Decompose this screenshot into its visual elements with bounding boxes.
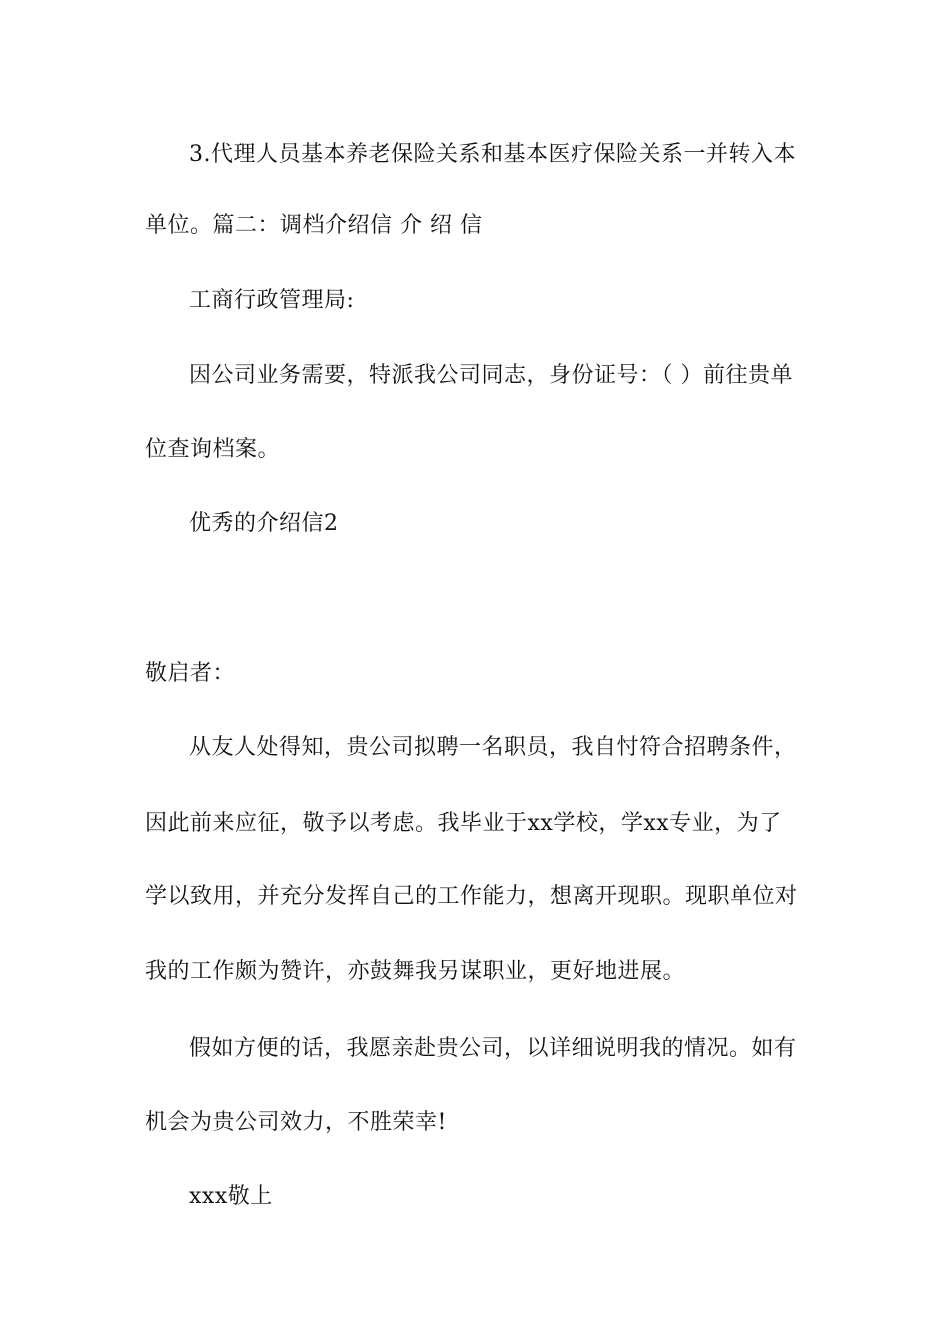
- paragraph-line: 位查询档案。: [145, 437, 281, 462]
- paragraph-line: 我的工作颇为赞许，亦鼓舞我另谋职业，更好地进展。: [145, 959, 686, 984]
- paragraph-line: 假如方便的话，我愿亲赴贵公司，以详细说明我的情况。如有: [189, 1036, 797, 1061]
- paragraph-line: 因公司业务需要，特派我公司同志，身份证号：（ ）前往贵单: [189, 363, 793, 388]
- section-heading: 优秀的介绍信2: [189, 511, 339, 536]
- paragraph-line: 学以致用，并充分发挥自己的工作能力，想离开现职。现职单位对: [145, 884, 798, 909]
- salutation-line: 工商行政管理局:: [189, 288, 355, 313]
- paragraph-line: 单位。篇二：调档介绍信 介 绍 信: [145, 213, 483, 238]
- paragraph-line: 3.代理人员基本养老保险关系和基本医疗保险关系一并转入本: [189, 142, 796, 167]
- signature-line: xxx敬上: [189, 1184, 273, 1209]
- paragraph-line: 因此前来应征，敬予以考虑。我毕业于xx学校，学xx专业，为了: [145, 811, 782, 836]
- paragraph-line: 机会为贵公司效力，不胜荣幸!: [145, 1110, 447, 1135]
- paragraph-line: 从友人处得知，贵公司拟聘一名职员，我自忖符合招聘条件，: [189, 735, 797, 760]
- salutation-line: 敬启者：: [145, 661, 236, 686]
